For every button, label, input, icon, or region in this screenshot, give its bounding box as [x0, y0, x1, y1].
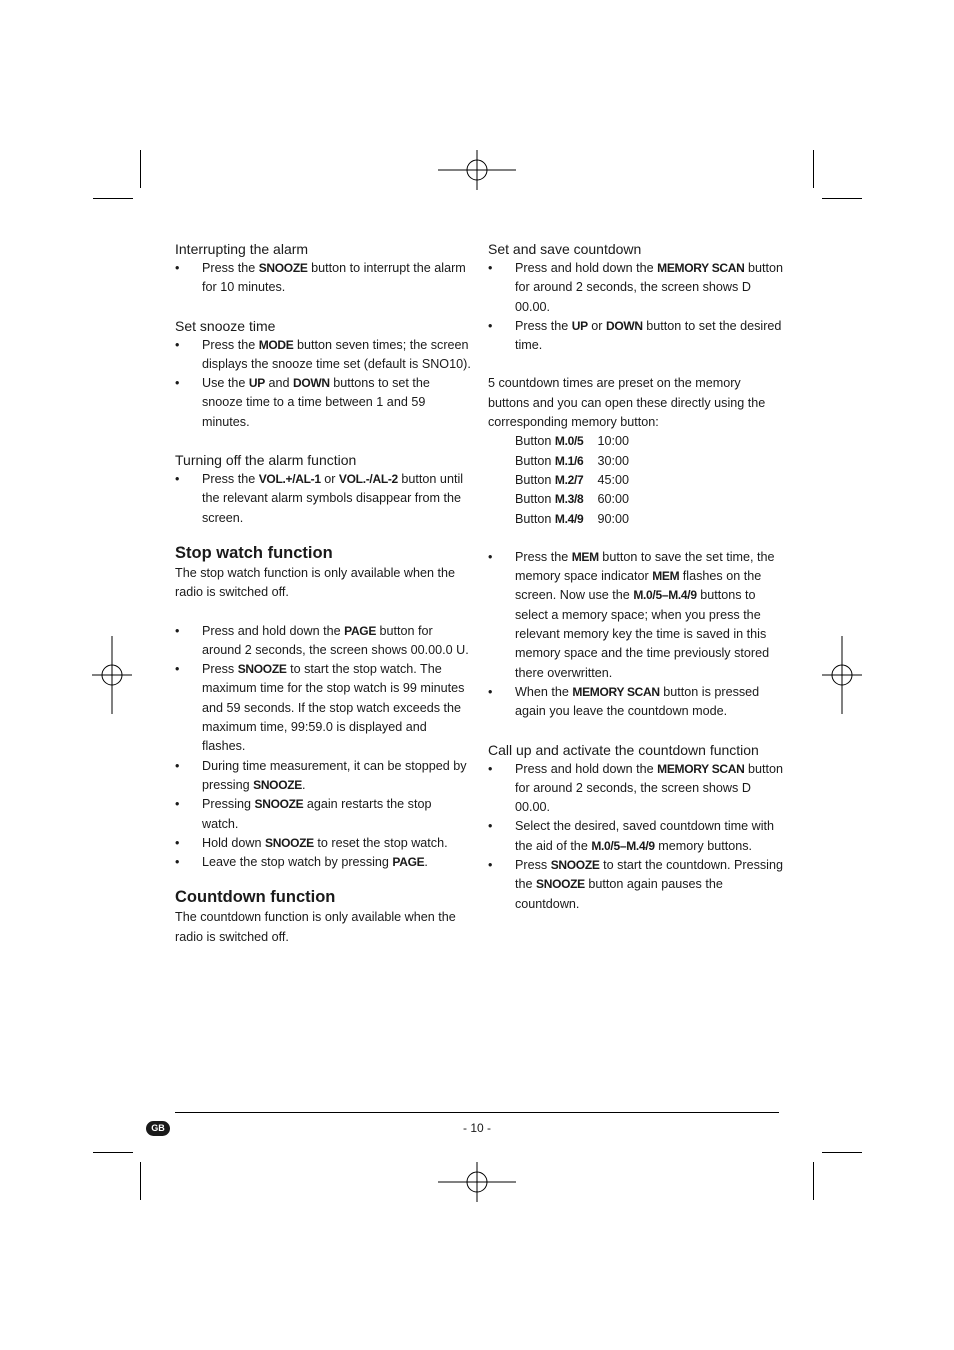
- list-item: • Press the SNOOZE button to interrupt the alarm for 10 minutes.: [175, 259, 471, 298]
- crop-mark: [140, 150, 141, 188]
- section-title-call-up-countdown: Call up and activate the countdown function: [488, 741, 759, 758]
- memory-label: Button M.0/5: [515, 434, 584, 449]
- list-item: • Press and hold down the PAGE button for around 2 seconds, the screen shows 00.00.0 U.: [175, 622, 471, 661]
- button-name: MEMORY SCAN: [657, 761, 745, 776]
- memory-label: Button M.4/9: [515, 511, 584, 526]
- list-item: • During time measurement, it can be stopped by pressing SNOOZE.: [175, 757, 471, 796]
- button-name: UP: [248, 376, 265, 391]
- button-name: SNOOZE: [258, 261, 308, 275]
- crop-mark: [93, 1152, 133, 1153]
- table-row: [515, 490, 629, 509]
- bullet-list: [175, 336, 471, 432]
- display-value: D 00.00: [515, 280, 751, 314]
- crop-mark: [822, 1152, 862, 1153]
- list-item: • Press the MEM button to save the set time, the memory space indicator MEM flashes on the screen. Now use the M.0/5–M.4/9 buttons to select a memory space; when you press the relevant memory key the time is saved in this memory space and the time previously stored there overwritten.: [488, 548, 784, 683]
- memory-time: 60:00: [597, 492, 629, 507]
- section-title-interrupt-alarm: Interrupting the alarm: [175, 241, 309, 257]
- paragraph: The countdown function is only available when the radio is switched off.: [175, 910, 456, 944]
- display-value: D 00.00: [515, 780, 751, 815]
- list-item: • Use the UP and DOWN buttons to set the snooze time to a time between 1 and 59 minutes.: [175, 374, 471, 432]
- crop-mark: [93, 198, 133, 199]
- section-title-save-countdown: Set and save countdown: [488, 241, 642, 257]
- list-item: • Press and hold down the MEMORY SCAN button for around 2 seconds, the screen shows D 00.00.: [488, 760, 784, 818]
- button-name: M.0/5–M.4/9: [633, 588, 697, 603]
- registration-mark-icon: [438, 150, 516, 190]
- registration-mark-icon: [822, 636, 862, 714]
- table-row: [515, 471, 629, 490]
- table-row: [515, 432, 629, 451]
- paragraph: 5 countdown times are preset on the memory buttons and you can open these directly using the corresponding memory button:: [488, 376, 766, 430]
- display-value: 00.00.0 U: [410, 642, 466, 657]
- button-name: VOL.+/AL-1: [258, 472, 321, 487]
- memory-label: Button M.2/7: [515, 472, 584, 487]
- page-number: - 10 -: [462, 1121, 491, 1135]
- memory-time: 10:00: [597, 434, 629, 449]
- crop-mark: [813, 1162, 814, 1200]
- button-name: PAGE: [392, 855, 425, 870]
- indicator-name: MEM: [652, 569, 680, 584]
- bullet-list: [175, 622, 471, 873]
- list-item: • Press SNOOZE to start the stop watch. The maximum time for the stop watch is 99 minutes and 59 seconds. If the stop watch exceeds the maximum time, 99:59.0 is displayed and flashes.: [175, 660, 471, 756]
- button-name: M.0/5–M.4/9: [591, 838, 655, 853]
- registration-mark-icon: [438, 1162, 516, 1202]
- display-value: SNO10: [421, 356, 464, 371]
- language-badge: GB: [146, 1121, 170, 1136]
- crop-mark: [822, 198, 862, 199]
- button-name: SNOOZE: [237, 662, 287, 677]
- list-item: • Press the UP or DOWN button to set the desired time.: [488, 317, 784, 356]
- bullet-list: [488, 259, 784, 355]
- list-item: • Pressing SNOOZE again restarts the stop watch.: [175, 795, 471, 834]
- crop-mark: [140, 1162, 141, 1200]
- memory-label: Button M.1/6: [515, 453, 584, 468]
- list-item: • Hold down SNOOZE to reset the stop watch.: [175, 834, 471, 853]
- list-item: • Press and hold down the MEMORY SCAN button for around 2 seconds, the screen shows D 00.00.: [488, 259, 784, 317]
- button-name: SNOOZE: [550, 858, 600, 873]
- memory-label: Button M.3/8: [515, 492, 584, 507]
- memory-time: 45:00: [597, 472, 629, 487]
- button-name: SNOOZE: [254, 797, 304, 812]
- table-row: [515, 452, 629, 471]
- list-item: • Press the MODE button seven times; the screen displays the snooze time set (default is SNO10).: [175, 336, 471, 375]
- bullet-list: [175, 259, 471, 298]
- display-value: 99:59.0: [290, 720, 333, 735]
- right-column: [488, 240, 784, 914]
- memory-time: 30:00: [597, 453, 629, 468]
- button-name: DOWN: [293, 376, 330, 391]
- button-name: DOWN: [605, 318, 643, 333]
- list-item: • Press SNOOZE to start the countdown. Pressing the SNOOZE button again pauses the countdown.: [488, 856, 784, 914]
- button-name: SNOOZE: [253, 777, 302, 792]
- paragraph: The stop watch function is only available when the radio is switched off.: [175, 565, 456, 600]
- list-item: • Leave the stop watch by pressing PAGE.: [175, 853, 471, 872]
- bullet-list: [488, 548, 784, 722]
- left-column: [175, 240, 471, 947]
- list-item: • Select the desired, saved countdown time with the aid of the M.0/5–M.4/9 memory buttons.: [488, 817, 784, 856]
- crop-mark: [813, 150, 814, 188]
- button-name: SNOOZE: [265, 835, 314, 850]
- list-item: • Press the VOL.+/AL-1 or VOL.-/AL-2 button until the relevant alarm symbols disappear from the screen.: [175, 470, 471, 528]
- heading-countdown: Countdown function: [175, 888, 336, 907]
- memory-time: 90:00: [597, 511, 629, 526]
- heading-stop-watch: Stop watch function: [175, 543, 333, 562]
- list-item: • When the MEMORY SCAN button is pressed again you leave the countdown mode.: [488, 683, 784, 722]
- button-name: SNOOZE: [536, 877, 585, 892]
- registration-mark-icon: [92, 636, 132, 714]
- bullet-list: [175, 470, 471, 528]
- table-row: [515, 510, 629, 529]
- button-name: UP: [571, 318, 588, 333]
- button-name: MEM: [571, 549, 599, 564]
- button-name: MODE: [258, 337, 294, 352]
- section-title-snooze-time: Set snooze time: [175, 317, 276, 334]
- section-title-alarm-off: Turning off the alarm function: [175, 452, 357, 469]
- footer-divider: [175, 1112, 779, 1113]
- bullet-list: [488, 760, 784, 914]
- button-name: MEMORY SCAN: [657, 261, 745, 275]
- button-name: PAGE: [344, 623, 377, 638]
- button-name: MEMORY SCAN: [572, 684, 660, 699]
- memory-preset-table: [515, 432, 629, 528]
- button-name: VOL.-/AL-2: [338, 472, 398, 487]
